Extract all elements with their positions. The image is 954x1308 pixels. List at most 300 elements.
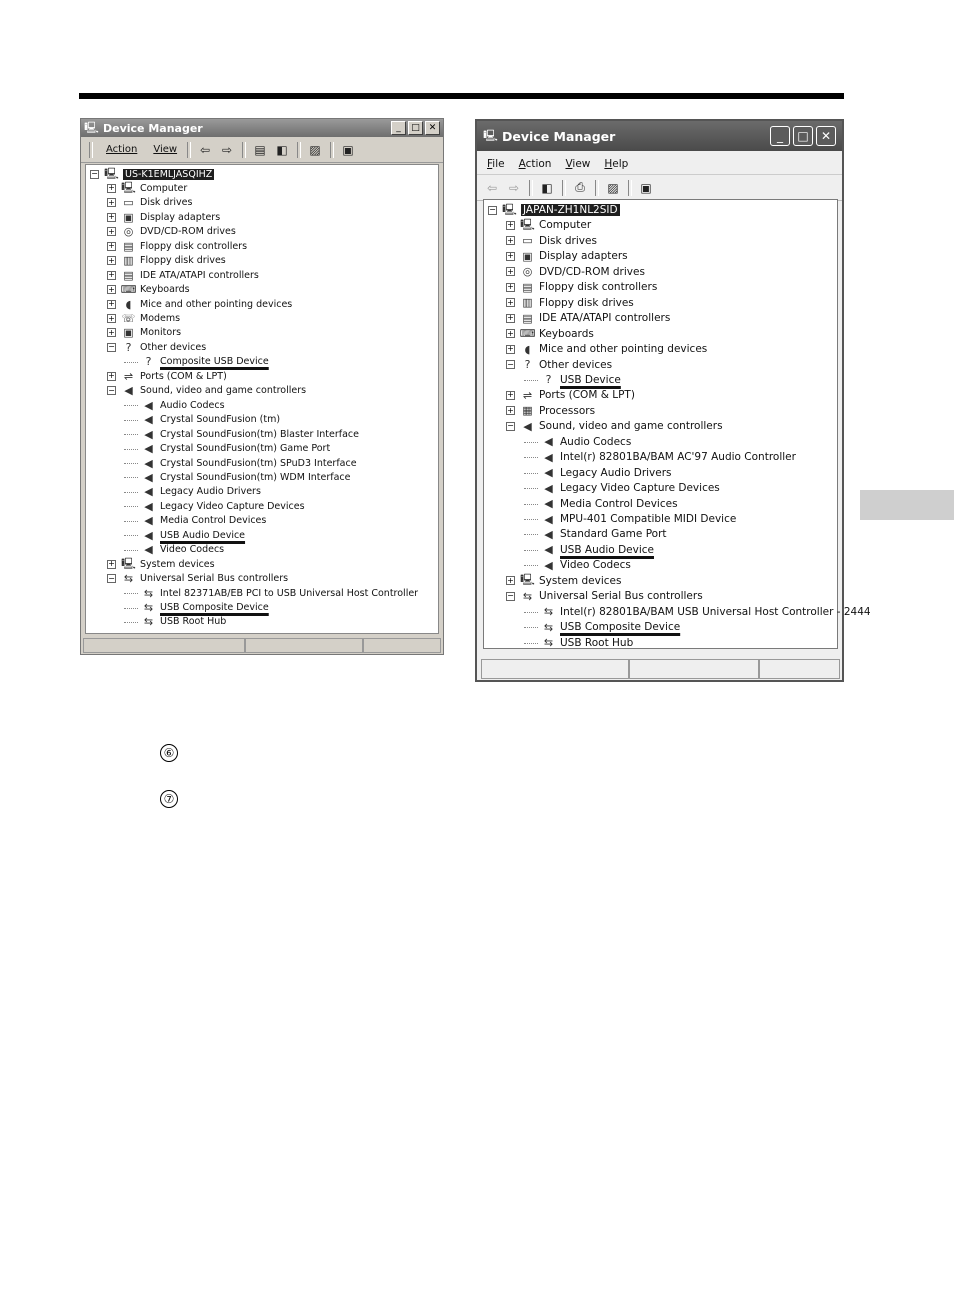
tree-connector [524,518,538,520]
expand-icon[interactable]: + [108,371,115,381]
status-pane [759,659,840,679]
expand-icon[interactable]: + [108,299,115,309]
tree-node-label: Crystal SoundFusion(tm) Blaster Interface [160,428,359,440]
tree-node[interactable] [506,327,594,341]
tree-connector [524,549,538,551]
usb-icon: ⇆ [123,572,134,586]
window-title: Device Manager [502,128,616,144]
tree-node[interactable] [506,342,707,356]
expand-icon[interactable]: + [507,575,514,585]
expand-icon[interactable]: + [507,405,514,415]
port-icon: ⇌ [522,388,533,402]
step-marker-6: ⑥ [160,744,178,762]
tree-node-label: Composite USB Device [160,356,269,368]
mouse-icon: ◖ [125,297,132,311]
expand-icon[interactable]: + [507,297,514,307]
computer-icon: 🖳 [520,573,535,587]
tree-node[interactable] [506,265,645,279]
tree-node[interactable] [107,340,206,354]
tree-node-label: Other devices [140,341,207,353]
speaker-icon: ◀ [144,485,153,499]
menu-file[interactable]: File [487,157,505,170]
device-tree[interactable] [85,164,439,634]
expand-icon[interactable]: + [108,559,115,569]
tree-node[interactable] [107,297,292,311]
disk-drive-icon: ▭ [123,196,134,210]
toolbar-separator [595,180,599,196]
collapse-icon[interactable]: − [108,573,115,583]
usb-icon: ⇆ [522,589,533,603]
tree-connector [124,505,138,507]
tree-node[interactable] [506,388,635,402]
floppy-icon: ▥ [522,296,533,310]
tree-connector [124,491,138,493]
tree-node[interactable] [506,296,634,310]
toolbar-separator [297,142,301,158]
tree-node-label: Floppy disk controllers [539,281,658,294]
menu-bar [477,153,842,175]
tree-node[interactable] [107,283,190,297]
tree-node-label: Computer [539,219,592,232]
usb-icon: ⇆ [143,586,154,600]
expand-icon[interactable]: + [507,235,514,245]
floppy-icon: ▥ [123,254,134,268]
tree-node[interactable] [124,499,305,513]
status-pane [245,638,363,653]
tree-node[interactable] [524,450,796,464]
status-bar [83,638,441,653]
mouse-icon: ◖ [524,342,531,356]
tree-node-label: Monitors [140,327,182,339]
expand-icon[interactable]: + [108,197,115,207]
tree-node[interactable] [524,373,621,387]
tree-connector [124,592,138,594]
speaker-icon: ◀ [544,512,553,526]
tree-node-label: Sound, video and game controllers [539,420,723,433]
computer-icon: 🖳 [520,217,535,231]
tree-connector [524,456,538,458]
expand-icon[interactable]: + [507,328,514,338]
collapse-icon[interactable]: − [108,342,115,352]
tree-node-label: Ports (COM & LPT) [140,370,227,382]
tree-connector [524,564,538,566]
back-arrow-icon[interactable]: ⇦ [486,180,498,195]
tree-node-label: USB Device [560,373,621,386]
status-pane [629,659,759,679]
controller-icon: ▤ [522,311,533,325]
speaker-icon: ◀ [144,456,153,470]
computer-icon: 🖳 [502,202,517,216]
speaker-icon: ◀ [544,497,553,511]
tree-node[interactable] [124,470,351,484]
tree-node-label: Crystal SoundFusion (tm) [160,414,281,426]
monitor-icon: ▣ [123,326,134,340]
tree-node-label: Keyboards [539,327,594,340]
forward-arrow-icon[interactable]: ⇨ [222,142,233,157]
speaker-icon: ◀ [544,466,553,480]
tree-node[interactable] [506,280,657,294]
collapse-icon[interactable]: − [489,205,496,214]
window-title: Device Manager [103,121,203,135]
side-thumb-tab [860,490,954,520]
collapse-icon[interactable]: − [507,421,514,431]
expand-icon[interactable]: + [108,255,115,265]
keyboard-icon: ⌨ [519,327,536,341]
status-pane [481,659,629,679]
tree-node-label: Crystal SoundFusion(tm) WDM Interface [160,471,351,483]
expand-icon[interactable]: + [108,241,115,251]
device-manager-window-win2000 [80,118,444,655]
tree-node-label: Standard Game Port [560,528,667,541]
tree-node-label: IDE ATA/ATAPI controllers [539,312,671,325]
computer-icon: 🖳 [104,166,119,180]
tree-node[interactable] [124,543,224,557]
tree-node[interactable] [107,181,187,195]
expand-icon[interactable]: + [507,390,514,400]
tree-connector [524,533,538,535]
tree-node-label: Disk drives [140,197,193,209]
usb-icon: ⇆ [543,620,554,634]
tree-node[interactable] [524,497,678,511]
expand-icon[interactable]: + [108,327,115,337]
print-icon[interactable]: ⎙ [575,180,585,194]
tree-node[interactable] [107,557,215,571]
toolbar-separator [330,142,334,158]
scan-hardware-icon[interactable]: ▣ [640,180,652,195]
tree-connector [524,472,538,474]
scan-hardware-icon[interactable]: ▣ [342,142,354,157]
tree-node-label: Crystal SoundFusion(tm) Game Port [160,443,331,455]
tree-node[interactable] [124,413,280,427]
tree-connector [124,534,138,536]
tree-node[interactable] [506,311,670,325]
tree-node-label: USB Composite Device [160,602,269,613]
back-arrow-icon[interactable]: ⇦ [200,142,211,157]
tree-node-label: Intel 82371AB/EB PCI to USB Universal Host Controller [160,587,419,599]
tree-node[interactable] [124,615,226,629]
tree-node-label: Display adapters [140,211,221,223]
tree-node-label: USB Root Hub [160,616,227,628]
tree-node[interactable] [524,558,631,572]
device-tree[interactable] [483,199,871,650]
close-button[interactable]: ✕ [425,121,440,135]
tree-node[interactable] [124,442,330,456]
expand-icon[interactable]: + [108,270,115,280]
tree-node-label: US-K1EMLJASQIHZ [125,168,213,180]
speaker-icon: ◀ [144,528,153,542]
tree-node-label: Audio Codecs [160,399,225,411]
tree-node-label: MPU-401 Compatible MIDI Device [560,513,737,525]
tree-node-label: Other devices [539,358,613,371]
speaker-icon: ◀ [144,442,153,456]
tree-node-label: Audio Codecs [560,435,632,448]
tree-node-label: Keyboards [140,284,190,296]
tree-node-label: Computer [140,182,188,194]
expand-icon[interactable]: + [507,282,514,292]
tree-connector [124,549,138,551]
tree-connector [124,462,138,464]
unknown-device-icon: ? [545,373,552,387]
tree-node-label: Crystal SoundFusion(tm) SPuD3 Interface [160,457,357,469]
tree-node[interactable] [124,601,269,615]
speaker-icon: ◀ [544,481,553,495]
title-bar[interactable] [81,119,443,137]
tree-node-label: Floppy disk controllers [140,240,248,252]
tree-node-label: USB Audio Device [560,543,654,556]
tree-node-label: Floppy disk drives [140,255,226,267]
tree-connector [124,607,138,609]
speaker-icon: ◀ [144,543,153,557]
maximize-button[interactable]: □ [408,121,423,135]
tree-node[interactable] [124,514,266,528]
tree-node-label: Display adapters [539,250,628,263]
speaker-icon: ◀ [144,398,153,412]
tree-node[interactable] [124,586,418,600]
menu-view[interactable]: View [153,144,178,155]
speaker-icon: ◀ [544,450,553,464]
tree-node[interactable] [124,485,261,499]
expand-icon[interactable]: + [507,266,514,276]
show-hide-tree-icon[interactable]: ◧ [276,142,288,157]
expand-icon[interactable]: + [108,284,115,294]
tree-node-label: Intel(r) 82801BA/BAM USB Universal Host Controller - 2444 [560,605,871,618]
tree-node[interactable] [506,234,597,248]
tree-node[interactable] [506,218,591,232]
tree-node[interactable] [107,239,247,253]
expand-icon[interactable]: + [108,313,115,323]
tree-node[interactable] [124,355,269,369]
properties-icon[interactable]: ▨ [607,180,619,195]
tree-connector [124,520,138,522]
forward-arrow-icon[interactable]: ⇨ [508,180,520,195]
tree-node[interactable] [506,589,703,603]
tree-node-label: Processors [539,404,596,417]
monitor-icon: ▣ [123,210,134,224]
disk-drive-icon: ▭ [522,234,533,248]
tree-node[interactable] [506,419,723,433]
processor-icon: ▦ [522,404,533,418]
usb-icon: ⇆ [143,601,154,614]
tree-node-label: Media Control Devices [560,497,678,510]
speaker-icon: ◀ [544,558,553,572]
tree-node-label: Media Control Devices [160,515,267,527]
speaker-icon: ◀ [523,419,532,433]
tree-node-label: Disk drives [539,234,597,247]
tree-node[interactable] [524,605,871,619]
status-bar [481,659,840,679]
tree-node-label: JAPAN-ZH1NL2SID [523,204,618,216]
expand-icon[interactable]: + [108,226,115,236]
menu-help[interactable]: Help [604,157,629,170]
modem-icon: ☏ [121,312,136,325]
properties-icon[interactable]: ▨ [309,142,321,157]
tree-node[interactable] [506,249,628,263]
tree-node[interactable] [524,543,654,557]
usb-icon: ⇆ [543,605,554,619]
tree-connector [124,476,138,478]
tree-connector [124,621,138,623]
menu-view[interactable]: View [565,157,591,170]
unknown-device-icon: ? [145,355,152,369]
tree-node-label: Legacy Video Capture Devices [160,500,305,512]
speaker-icon: ◀ [544,435,553,449]
tree-connector [524,642,538,644]
speaker-icon: ◀ [144,499,153,513]
toolbar-separator [529,180,533,196]
maximize-button[interactable]: □ [793,126,813,146]
tree-node[interactable] [107,369,227,383]
show-hide-tree-icon[interactable]: ◧ [541,180,553,195]
tree-node[interactable] [524,636,633,650]
tree-node[interactable] [107,225,236,239]
tree-connector [124,433,138,435]
usb-icon: ⇆ [543,636,554,650]
tree-connector [524,611,538,613]
tree-node-label: IDE ATA/ATAPI controllers [140,269,259,281]
tree-connector [524,487,538,489]
tree-node-label: Legacy Audio Drivers [560,466,672,479]
tree-node-label: Intel(r) 82801BA/BAM AC'97 Audio Controller [560,451,796,464]
tree-connector [124,448,138,450]
speaker-icon: ◀ [124,384,133,398]
toolbar-separator [89,142,93,158]
tree-node[interactable] [524,512,736,526]
tree-node[interactable] [506,574,621,588]
tree-node[interactable] [506,358,612,372]
toolbar [81,137,443,163]
tree-connector [524,379,538,381]
tree-node[interactable] [506,404,595,418]
toolbar-separator [562,180,566,196]
tree-node[interactable] [524,481,720,495]
tree-node[interactable] [524,527,667,541]
tree-connector [524,441,538,443]
expand-icon[interactable]: + [507,220,514,230]
minimize-button[interactable]: _ [391,121,406,135]
speaker-icon: ◀ [544,543,553,557]
tree-node[interactable] [107,268,259,282]
tree-node-label: System devices [539,574,622,587]
tree-node-label: Legacy Video Capture Devices [560,482,720,495]
page-top-rule [79,93,844,99]
tree-node-label: Mice and other pointing devices [140,298,293,310]
tree-node-label: Floppy disk drives [539,296,634,309]
tree-node[interactable] [524,466,672,480]
computer-icon: 🖳 [121,180,136,194]
device-manager-window-winxp [475,119,871,682]
tree-node-label: USB Root Hub [560,636,634,649]
speaker-icon: ◀ [144,413,153,427]
question-icon: ? [125,340,132,354]
controller-icon: ▤ [123,239,134,253]
port-icon: ⇌ [123,369,134,383]
tree-node[interactable] [107,196,192,210]
close-button[interactable]: ✕ [816,126,836,146]
tree-node[interactable] [107,254,226,268]
tree-node[interactable] [524,620,680,634]
tree-node[interactable] [107,210,220,224]
speaker-icon: ◀ [144,470,153,484]
up-folder-icon[interactable]: ▤ [254,142,266,157]
speaker-icon: ◀ [144,427,153,441]
tree-connector [124,419,138,421]
expand-icon[interactable]: + [108,212,115,222]
expand-icon[interactable]: + [507,313,514,323]
collapse-icon[interactable]: − [108,385,115,395]
toolbar-separator [628,180,632,196]
tree-node-label: USB Composite Device [560,621,681,634]
tree-node-label: Mice and other pointing devices [539,343,708,356]
tree-node[interactable] [107,384,306,398]
tree-node[interactable] [124,398,225,412]
monitor-icon: ▣ [522,249,533,263]
device-manager-icon: 🖳 [84,120,99,134]
tree-node-label: Ports (COM & LPT) [539,389,635,402]
tree-node-label: USB Audio Device [160,529,246,541]
controller-icon: ▤ [123,268,134,282]
tree-node[interactable] [107,572,288,586]
tree-node[interactable] [124,528,245,542]
toolbar-separator [242,142,246,158]
title-bar[interactable] [477,121,842,151]
tree-node-label: DVD/CD-ROM drives [140,226,236,238]
collapse-icon[interactable]: − [507,359,514,369]
cdrom-icon: ◎ [123,225,134,239]
expand-icon[interactable]: + [507,251,514,261]
device-manager-icon: 🖳 [483,128,498,142]
status-pane [83,638,245,653]
tree-node[interactable] [124,456,357,470]
toolbar-separator [187,142,191,158]
tree-node[interactable] [90,167,214,181]
collapse-icon[interactable]: − [91,169,98,178]
menu-action[interactable]: Action [106,144,138,155]
tree-node-label: Modems [140,313,181,324]
speaker-icon: ◀ [144,514,153,528]
tree-node-label: Universal Serial Bus controllers [539,590,703,603]
tree-connector [524,626,538,628]
tree-node-label: Sound, video and game controllers [140,385,307,397]
tree-node[interactable] [107,312,180,326]
tree-node-label: Video Codecs [160,544,225,556]
tree-node[interactable] [124,427,359,441]
tree-connector [124,361,138,363]
cdrom-icon: ◎ [522,265,533,279]
minimize-button[interactable]: _ [770,126,790,146]
status-pane [363,638,441,653]
keyboard-icon: ⌨ [120,283,137,297]
tree-node[interactable] [107,326,181,340]
tree-node-label: System devices [140,558,215,570]
toolbar [477,175,842,201]
usb-icon: ⇆ [143,615,154,629]
tree-node-label: Legacy Audio Drivers [160,486,261,498]
tree-node[interactable] [524,435,631,449]
expand-icon[interactable]: + [507,344,514,354]
tree-connector [124,404,138,406]
tree-node-label: Video Codecs [560,559,631,572]
controller-icon: ▤ [522,280,533,294]
tree-node-label: Universal Serial Bus controllers [140,573,289,585]
speaker-icon: ◀ [544,527,553,541]
step-marker-7: ⑦ [160,790,178,808]
tree-node[interactable] [488,203,620,217]
expand-icon[interactable]: + [108,183,115,193]
tree-node-label: DVD/CD-ROM drives [539,265,645,278]
computer-icon: 🖳 [121,556,136,570]
menu-action[interactable]: Action [518,157,552,170]
collapse-icon[interactable]: − [507,591,514,601]
